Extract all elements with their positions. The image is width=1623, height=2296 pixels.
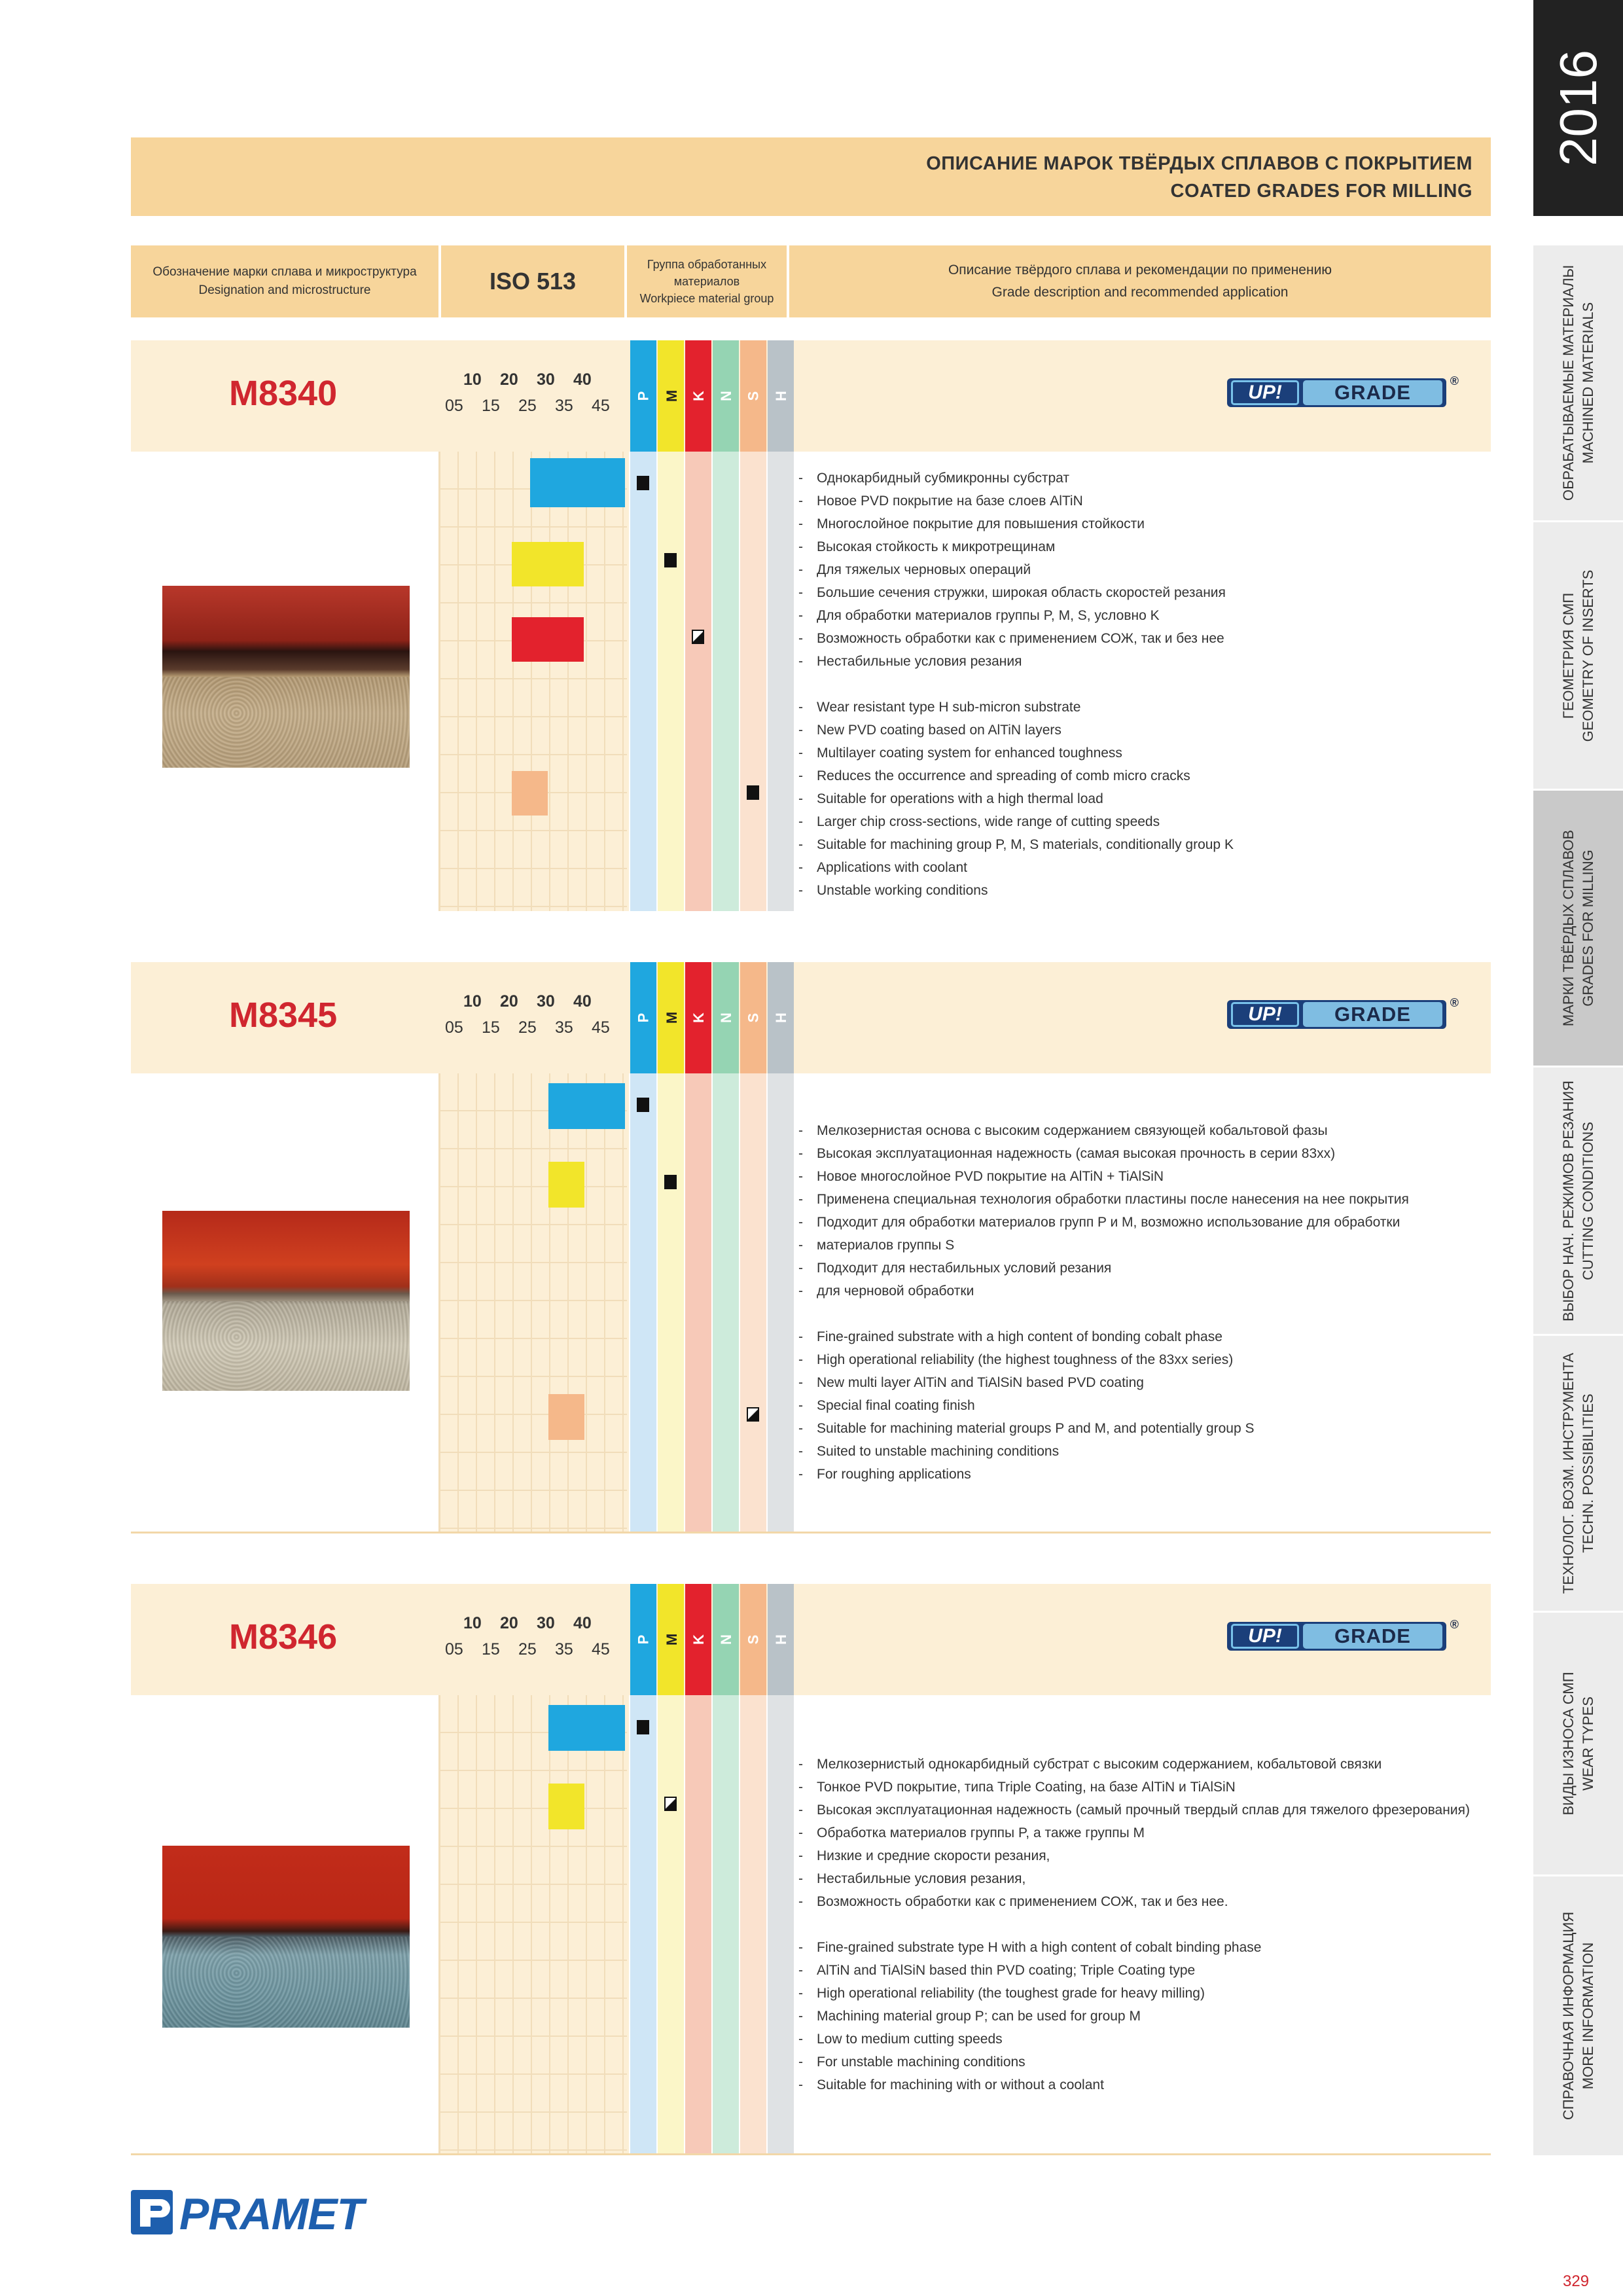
iso-scale-tick: 05 bbox=[445, 397, 463, 415]
material-letter: M bbox=[664, 1011, 681, 1024]
description-item-en: - Reduces the occurrence and spreading of comb micro cracks bbox=[797, 764, 1234, 787]
conditional-suitability-icon bbox=[692, 630, 704, 644]
side-tab-3-ru: ВЫБОР НАЧ. РЕЖИМОВ РЕЗАНИЯ bbox=[1560, 1080, 1577, 1321]
material-col-body-k bbox=[685, 1695, 711, 2153]
description-item-en: - High operational reliability (the toughest grade for heavy milling) bbox=[797, 1982, 1470, 2005]
side-tab-0[interactable] bbox=[1533, 245, 1623, 522]
registered-mark: ® bbox=[1450, 374, 1459, 387]
description-item-ru: - Нестабильные условия резания, bbox=[797, 1867, 1470, 1890]
material-col-body-n bbox=[713, 1695, 739, 2153]
suitability-icon bbox=[637, 1720, 649, 1734]
description-item-en: - Wear resistant type H sub-micron substrate bbox=[797, 696, 1234, 719]
description-item-ru: - Для обработки материалов группы P, M, S, условно K bbox=[797, 604, 1234, 627]
description-item-ru: - Большие сечения стружки, широкая область скоростей резания bbox=[797, 581, 1234, 604]
material-col-body-p bbox=[630, 1695, 656, 2153]
pramet-logo bbox=[131, 2186, 406, 2238]
application-range-bar bbox=[548, 1083, 625, 1129]
description-item-en: - New multi layer AlTiN and TiAlSiN based PVD coating bbox=[797, 1371, 1409, 1394]
iso-scale-tick: 25 bbox=[518, 397, 537, 415]
material-col-body-k bbox=[685, 452, 711, 911]
iso-scale-tick: 10 bbox=[463, 992, 482, 1011]
side-tab-3-en: CUTTING CONDITIONS bbox=[1579, 1121, 1596, 1280]
description-item-ru: - Новое PVD покрытие на базе слоев AlTiN bbox=[797, 490, 1234, 512]
side-tab-5-ru: ВИДЫ ИЗНОСА СМП bbox=[1560, 1672, 1577, 1816]
iso-scale-tick: 40 bbox=[573, 992, 592, 1011]
description-item-en: - Suited to unstable machining conditions bbox=[797, 1440, 1409, 1463]
iso-scale-tick: 45 bbox=[592, 1018, 610, 1037]
iso-scale-row1 bbox=[463, 370, 610, 389]
registered-mark: ® bbox=[1450, 996, 1459, 1009]
material-col-body-m bbox=[658, 1695, 684, 2153]
description-item-en: - Suitable for machining with or without a coolant bbox=[797, 2073, 1470, 2096]
iso-scale-tick: 05 bbox=[445, 1640, 463, 1659]
side-tab-1-en: GEOMETRY OF INSERTS bbox=[1579, 569, 1596, 742]
side-tab-4-ru: ТЕХНОЛОГ. ВОЗМ. ИНСТРУМЕНТА bbox=[1560, 1352, 1577, 1594]
material-col-body-s bbox=[740, 1695, 766, 2153]
iso-scale-row2 bbox=[445, 1640, 628, 1659]
description-item-en: - Special final coating finish bbox=[797, 1394, 1409, 1417]
description-item-en: - For unstable machining conditions bbox=[797, 2051, 1470, 2073]
material-letter: K bbox=[690, 1634, 707, 1645]
iso-scale-row2 bbox=[445, 1018, 628, 1037]
description-item-ru: - Применена специальная технология обработки пластины после нанесения на нее покрытия bbox=[797, 1188, 1409, 1211]
description-item-en: - Fine-grained substrate type H with a high content of cobalt binding phase bbox=[797, 1936, 1470, 1959]
iso-scale-tick: 25 bbox=[518, 1018, 537, 1037]
col-header-material-en: Workpiece material group bbox=[639, 292, 774, 305]
side-tab-2[interactable] bbox=[1533, 791, 1623, 1067]
description-item-en: - Fine-grained substrate with a high content of bonding cobalt phase bbox=[797, 1325, 1409, 1348]
material-col-body-h bbox=[768, 452, 794, 911]
side-tab-5[interactable] bbox=[1533, 1613, 1623, 1876]
upgrade-logo-grade: GRADE bbox=[1303, 1624, 1442, 1649]
application-range-bar bbox=[512, 542, 584, 586]
description-item-ru: - для черновой обработки bbox=[797, 1280, 1409, 1302]
material-col-body-s bbox=[740, 452, 766, 911]
conditional-suitability-icon bbox=[664, 1797, 677, 1811]
iso-scale-tick: 15 bbox=[482, 397, 500, 415]
material-col-body-m bbox=[658, 1073, 684, 1533]
iso-scale-tick: 40 bbox=[573, 370, 592, 389]
iso-scale-tick: 15 bbox=[482, 1018, 500, 1037]
side-tab-1-ru: ГЕОМЕТРИЯ СМП bbox=[1560, 592, 1577, 719]
iso-scale-tick: 35 bbox=[555, 1640, 573, 1659]
material-letter: H bbox=[772, 1634, 789, 1645]
col-header-description bbox=[789, 245, 1491, 317]
side-tab-1[interactable] bbox=[1533, 522, 1623, 791]
description-item-en: - Multilayer coating system for enhanced toughness bbox=[797, 742, 1234, 764]
block-separator bbox=[131, 1532, 1491, 1534]
iso-scale-tick: 10 bbox=[463, 1614, 482, 1632]
iso-scale-tick: 45 bbox=[592, 397, 610, 415]
description-item-ru: - Мелкозернистый однокарбидный субстрат с высоким содержанием, кобальтовой связки bbox=[797, 1753, 1470, 1776]
description-gap bbox=[797, 673, 1234, 696]
iso-scale-tick: 30 bbox=[537, 1614, 555, 1632]
description-item-ru: - Для тяжелых черновых операций bbox=[797, 558, 1234, 581]
description-item-en: - New PVD coating based on AlTiN layers bbox=[797, 719, 1234, 742]
iso-scale-tick: 10 bbox=[463, 370, 482, 389]
iso-scale-tick: 35 bbox=[555, 397, 573, 415]
year-tab bbox=[1533, 0, 1623, 216]
description-item-en: - Suitable for operations with a high thermal load bbox=[797, 787, 1234, 810]
page-number: 329 bbox=[1563, 2272, 1590, 2290]
material-col-body-m bbox=[658, 452, 684, 911]
iso-scale-tick: 05 bbox=[445, 1018, 463, 1037]
material-letter: S bbox=[745, 1634, 762, 1645]
upgrade-logo-grade: GRADE bbox=[1303, 380, 1442, 405]
description-item-ru: - Возможность обработки как с применением СОЖ, так и без нее bbox=[797, 627, 1234, 650]
description-item-en: - For roughing applications bbox=[797, 1463, 1409, 1486]
side-tab-2-en: GRADES FOR MILLING bbox=[1579, 850, 1596, 1007]
description-item-ru: - Подходит для нестабильных условий резания bbox=[797, 1257, 1409, 1280]
material-letter: P bbox=[635, 391, 652, 401]
description-item-ru: - Нестабильные условия резания bbox=[797, 650, 1234, 673]
iso-scale-tick: 35 bbox=[555, 1018, 573, 1037]
side-tab-4-en: TECHN. POSSIBILITIES bbox=[1579, 1393, 1596, 1553]
title-banner bbox=[131, 137, 1491, 216]
material-letter: P bbox=[635, 1013, 652, 1023]
iso-scale-tick: 15 bbox=[482, 1640, 500, 1659]
suitability-icon bbox=[637, 476, 649, 490]
grade-name: M8346 bbox=[229, 1617, 338, 1657]
side-tab-3[interactable] bbox=[1533, 1067, 1623, 1336]
side-tab-0-ru: ОБРАБАТЫВАЕМЫЕ МАТЕРИАЛЫ bbox=[1560, 264, 1577, 501]
side-tab-6-en: MORE INFORMATION bbox=[1579, 1942, 1596, 2090]
description-item-en: - Machining material group P; can be used for group M bbox=[797, 2005, 1470, 2028]
microstructure-texture bbox=[162, 1937, 410, 2028]
material-letter: K bbox=[690, 391, 707, 401]
description-gap bbox=[797, 1302, 1409, 1325]
suitability-icon bbox=[637, 1098, 649, 1112]
iso-scale-row1 bbox=[463, 992, 610, 1011]
microstructure-texture bbox=[162, 1301, 410, 1391]
iso-scale-tick: 20 bbox=[500, 370, 518, 389]
description-item-ru: - Высокая стойкость к микротрещинам bbox=[797, 535, 1234, 558]
side-tab-2-ru: МАРКИ ТВЁРДЫХ СПЛАВОВ bbox=[1560, 829, 1577, 1027]
description-item-ru: - Низкие и средние скорости резания, bbox=[797, 1844, 1470, 1867]
col-header-material bbox=[627, 245, 787, 317]
application-range-bar bbox=[512, 617, 584, 662]
suitability-icon bbox=[747, 785, 759, 800]
material-letter: M bbox=[664, 389, 681, 403]
description-item-en: - Applications with coolant bbox=[797, 856, 1234, 879]
description-item-ru: - Тонкое PVD покрытие, типа Triple Coating, на базе AlTiN и TiAlSiN bbox=[797, 1776, 1470, 1799]
description-item-ru: - Высокая эксплуатационная надежность (самый прочный твердый сплав для тяжелого фрезерования) bbox=[797, 1799, 1470, 1821]
material-col-body-h bbox=[768, 1073, 794, 1533]
application-range-bar bbox=[548, 1705, 625, 1751]
application-range-bar bbox=[548, 1162, 584, 1208]
upgrade-logo bbox=[1227, 1618, 1459, 1655]
description-item-en: - Suitable for machining material groups P and M, and potentially group S bbox=[797, 1417, 1409, 1440]
col-header-description-ru: Описание твёрдого сплава и рекомендации по применению bbox=[948, 262, 1332, 278]
description-gap bbox=[797, 1913, 1470, 1936]
material-col-body-p bbox=[630, 452, 656, 911]
material-col-body-p bbox=[630, 1073, 656, 1533]
description-item-en: - Suitable for machining group P, M, S materials, conditionally group K bbox=[797, 833, 1234, 856]
description-item-ru: - Многослойное покрытие для повышения стойкости bbox=[797, 512, 1234, 535]
iso-scale-tick: 45 bbox=[592, 1640, 610, 1659]
side-tab-6[interactable] bbox=[1533, 1876, 1623, 2157]
upgrade-logo bbox=[1227, 996, 1459, 1033]
iso-scale-tick: 40 bbox=[573, 1614, 592, 1632]
material-letter: S bbox=[745, 1013, 762, 1023]
iso-scale-tick: 20 bbox=[500, 992, 518, 1011]
material-letter: N bbox=[717, 391, 734, 401]
material-letter: P bbox=[635, 1634, 652, 1645]
col-header-material-ru-1: Группа обработанных bbox=[647, 258, 767, 271]
material-letter: H bbox=[772, 1013, 789, 1023]
material-letter: N bbox=[717, 1634, 734, 1645]
iso-scale-grid-rows bbox=[438, 452, 627, 911]
col-header-iso bbox=[441, 245, 624, 317]
description-item-ru: - Новое многослойное PVD покрытие на AlTiN + TiAlSiN bbox=[797, 1165, 1409, 1188]
description-item-ru: - Высокая эксплуатационная надежность (самая высокая прочность в серии 83xx) bbox=[797, 1142, 1409, 1165]
iso-scale-tick: 30 bbox=[537, 992, 555, 1011]
suitability-icon bbox=[664, 1175, 677, 1189]
upgrade-logo bbox=[1227, 374, 1459, 411]
description-item-ru: - Обработка материалов группы P, а также группы M bbox=[797, 1821, 1470, 1844]
grade-description bbox=[797, 1119, 1409, 1486]
iso-scale-tick: 25 bbox=[518, 1640, 537, 1659]
description-item-ru: - Мелкозернистая основа с высоким содержанием связующей кобальтовой фазы bbox=[797, 1119, 1409, 1142]
col-header-designation bbox=[131, 245, 438, 317]
page-title-ru: ОПИСАНИЕ МАРОК ТВЁРДЫХ СПЛАВОВ С ПОКРЫТИЕМ bbox=[926, 153, 1472, 174]
side-tab-6-ru: СПРАВОЧНАЯ ИНФОРМАЦИЯ bbox=[1560, 1911, 1577, 2121]
col-header-material-ru-2: материалов bbox=[673, 275, 740, 288]
description-item-en: - Unstable working conditions bbox=[797, 879, 1234, 902]
material-letter: S bbox=[745, 391, 762, 401]
upgrade-logo-grade: GRADE bbox=[1303, 1002, 1442, 1027]
col-header-designation-en: Designation and microstructure bbox=[198, 283, 371, 297]
grade-name: M8345 bbox=[229, 996, 338, 1035]
side-tab-4[interactable] bbox=[1533, 1336, 1623, 1613]
col-header-iso-label: ISO 513 bbox=[489, 268, 577, 295]
suitability-icon bbox=[664, 553, 677, 567]
material-col-body-n bbox=[713, 1073, 739, 1533]
application-range-bar bbox=[548, 1394, 584, 1440]
description-item-en: - AlTiN and TiAlSiN based thin PVD coating; Triple Coating type bbox=[797, 1959, 1470, 1982]
upgrade-logo-up: UP! bbox=[1231, 1002, 1299, 1027]
description-item-ru: - Подходит для обработки материалов групп P и M, возможно использование для обработки bbox=[797, 1211, 1409, 1234]
side-tab-5-en: WEAR TYPES bbox=[1579, 1696, 1596, 1791]
iso-scale-tick: 30 bbox=[537, 370, 555, 389]
grade-name: M8340 bbox=[229, 374, 338, 413]
material-letter: K bbox=[690, 1013, 707, 1023]
description-item-en: - High operational reliability (the highest toughness of the 83xx series) bbox=[797, 1348, 1409, 1371]
grade-description bbox=[797, 1753, 1470, 2096]
description-item-ru: - Возможность обработки как с применением СОЖ, так и без нее. bbox=[797, 1890, 1470, 1913]
col-header-designation-ru: Обозначение марки сплава и микроструктура bbox=[152, 265, 417, 279]
description-item-en: - Low to medium cutting speeds bbox=[797, 2028, 1470, 2051]
iso-scale-row1 bbox=[463, 1614, 610, 1633]
application-range-bar bbox=[530, 458, 625, 507]
application-range-bar bbox=[548, 1784, 584, 1829]
material-col-body-k bbox=[685, 1073, 711, 1533]
application-range-bar bbox=[512, 771, 548, 816]
iso-scale-tick: 20 bbox=[500, 1614, 518, 1632]
conditional-suitability-icon bbox=[747, 1407, 759, 1422]
material-letter: N bbox=[717, 1013, 734, 1023]
iso-scale-grid-rows bbox=[438, 1695, 627, 2153]
description-item-ru: - материалов группы S bbox=[797, 1234, 1409, 1257]
material-letter: M bbox=[664, 1633, 681, 1646]
material-col-body-h bbox=[768, 1695, 794, 2153]
iso-scale-row2 bbox=[445, 397, 628, 416]
block-separator bbox=[131, 2153, 1491, 2155]
col-header-description-en: Grade description and recommended application bbox=[991, 285, 1289, 300]
brand-name: PRAMET bbox=[179, 2189, 364, 2239]
description-item-en: - Larger chip cross-sections, wide range of cutting speeds bbox=[797, 810, 1234, 833]
grade-description bbox=[797, 467, 1234, 902]
upgrade-logo-up: UP! bbox=[1231, 1624, 1299, 1649]
iso-scale-grid-rows bbox=[438, 1073, 627, 1533]
material-letter: H bbox=[772, 391, 789, 401]
description-item-ru: - Однокарбидный субмикронны субстрат bbox=[797, 467, 1234, 490]
material-col-body-s bbox=[740, 1073, 766, 1533]
year-label: 2016 bbox=[1548, 50, 1607, 166]
upgrade-logo-up: UP! bbox=[1231, 380, 1299, 405]
registered-mark: ® bbox=[1450, 1618, 1459, 1631]
material-col-body-n bbox=[713, 452, 739, 911]
side-tab-0-en: MACHINED MATERIALS bbox=[1579, 302, 1596, 464]
page-title-en: COATED GRADES FOR MILLING bbox=[1170, 181, 1472, 202]
microstructure-texture bbox=[162, 677, 410, 768]
